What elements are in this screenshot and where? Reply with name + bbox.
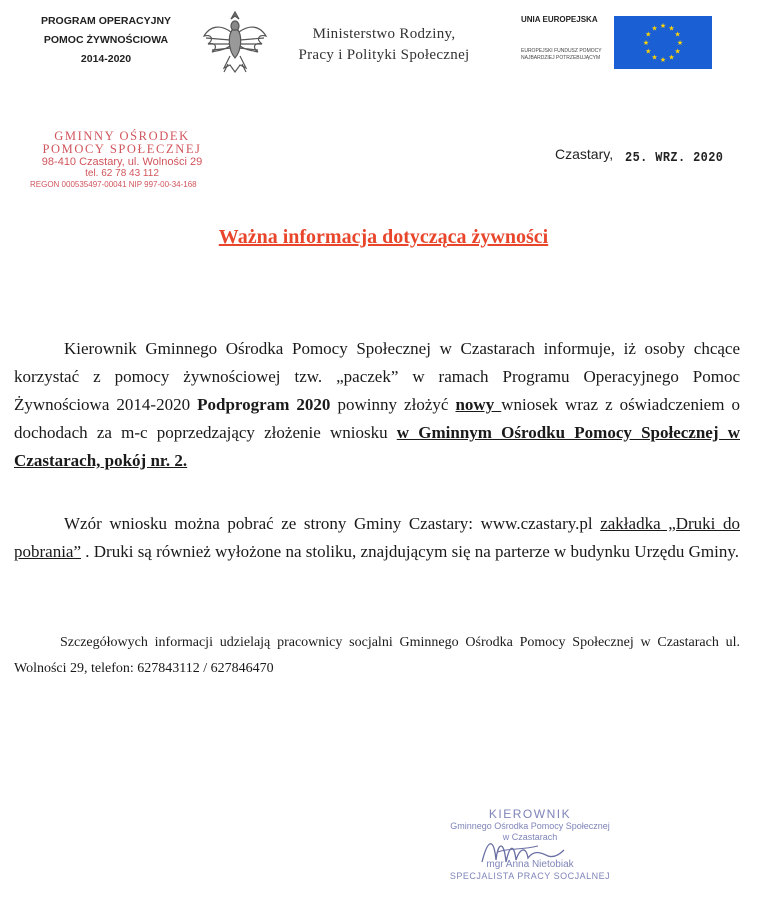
program-logo-text xyxy=(26,12,186,69)
text-bold: Podprogram 2020 xyxy=(197,395,331,414)
eu-star-icon: ★ xyxy=(659,22,667,30)
stamp-line: GMINNY OŚRODEK xyxy=(54,129,190,143)
stamp-address: 98-410 Czastary, ul. Wolności 29 xyxy=(41,156,203,168)
text-bold-underlined: nowy xyxy=(455,395,502,414)
eu-title: UNIA EUROPEJSKA xyxy=(521,15,598,24)
page-title: Ważna informacja dotycząca żywności xyxy=(218,226,549,248)
eu-logo-text xyxy=(521,15,621,62)
eu-fund-line: EUROPEJSKI FUNDUSZ POMOCY xyxy=(521,48,602,54)
eu-star-icon: ★ xyxy=(668,24,675,33)
text: . Druki są również wyłożone na stoliku, znajdującym się na parterze w budynku Urzędu Gminy. xyxy=(81,542,739,561)
signature-name: mgr Anna Nietobiak xyxy=(486,859,574,870)
signature-place: w Czastarach xyxy=(502,832,558,842)
eu-flag-icon xyxy=(614,16,712,69)
signature-org: Gminnego Ośrodka Pomocy Społecznej xyxy=(450,821,610,831)
eu-star-icon: ★ xyxy=(674,47,681,56)
ministry-line: Ministerstwo Rodziny, xyxy=(312,26,456,42)
signature-title: KIEROWNIK xyxy=(488,807,572,821)
program-line: POMOC ŻYWNOŚCIOWA xyxy=(43,34,169,46)
program-line: 2014-2020 xyxy=(80,53,132,65)
eu-star-icon: ★ xyxy=(674,30,681,39)
office-stamp xyxy=(22,130,222,190)
text: Kierownik Gminnego Ośrodka Pomocy Społecznej w Czastarach informuje, iż osoby chcące korzystać z pomocy żywnościowej tzw. „paczek” w ramach Programu Operacyjnego Pomoc Żywnościowa 2014-2020 xyxy=(14,339,740,414)
ministry-line: Pracy i Polityki Społecznej xyxy=(298,47,470,63)
eu-fund-line: NAJBARDZIEJ POTRZEBUJĄCYM xyxy=(521,55,601,61)
date-place: Czastary, xyxy=(555,146,614,162)
eu-star-icon: ★ xyxy=(645,30,652,39)
paragraph-download xyxy=(14,510,740,566)
text: powinny złożyć xyxy=(330,395,456,414)
paragraph-main xyxy=(14,335,740,475)
ministry-name xyxy=(274,24,494,66)
office-location: w Gminnym Ośrodku Pomocy Społecznej w Czastarach, pokój nr. 2. xyxy=(14,423,740,470)
handwritten-signature-icon xyxy=(478,832,568,872)
signature-position: SPECJALISTA PRACY SOCJALNEJ xyxy=(449,871,611,881)
eu-star-icon: ★ xyxy=(676,39,684,47)
eu-star-icon: ★ xyxy=(651,24,658,33)
eu-star-icon: ★ xyxy=(645,47,652,56)
eu-fund-text xyxy=(521,48,621,62)
text: Wzór wniosku można pobrać ze strony Gminy Czastary: www.czastary.pl xyxy=(64,514,601,533)
program-line: PROGRAM OPERACYJNY xyxy=(40,15,172,27)
stamp-line: POMOCY SPOŁECZNEJ xyxy=(42,142,202,156)
polish-eagle-emblem-icon xyxy=(200,10,270,76)
date-stamp: 25. WRZ. 2020 xyxy=(625,150,724,166)
downloads-tab-link[interactable]: zakładka „Druki do pobrania” xyxy=(14,514,740,561)
eu-star-icon: ★ xyxy=(651,53,658,62)
stamp-phone: tel. 62 78 43 112 xyxy=(85,168,159,179)
eu-star-icon: ★ xyxy=(642,39,650,47)
stamp-regon: REGON 000535497-00041 NIP 997-00-34-168 xyxy=(30,180,197,189)
eu-star-icon: ★ xyxy=(659,56,667,64)
paragraph-contact: Szczegółowych informacji udzielają pracownicy socjalni Gminnego Ośrodka Pomocy Społecznej w Czastarach ul. Wolności 29, telefon: 627843112 / 627846470 xyxy=(14,635,740,676)
eu-star-icon: ★ xyxy=(668,53,675,62)
text: wniosek wraz z oświadczeniem o dochodach za m-c poprzedzający złożenie wniosku xyxy=(14,395,741,442)
